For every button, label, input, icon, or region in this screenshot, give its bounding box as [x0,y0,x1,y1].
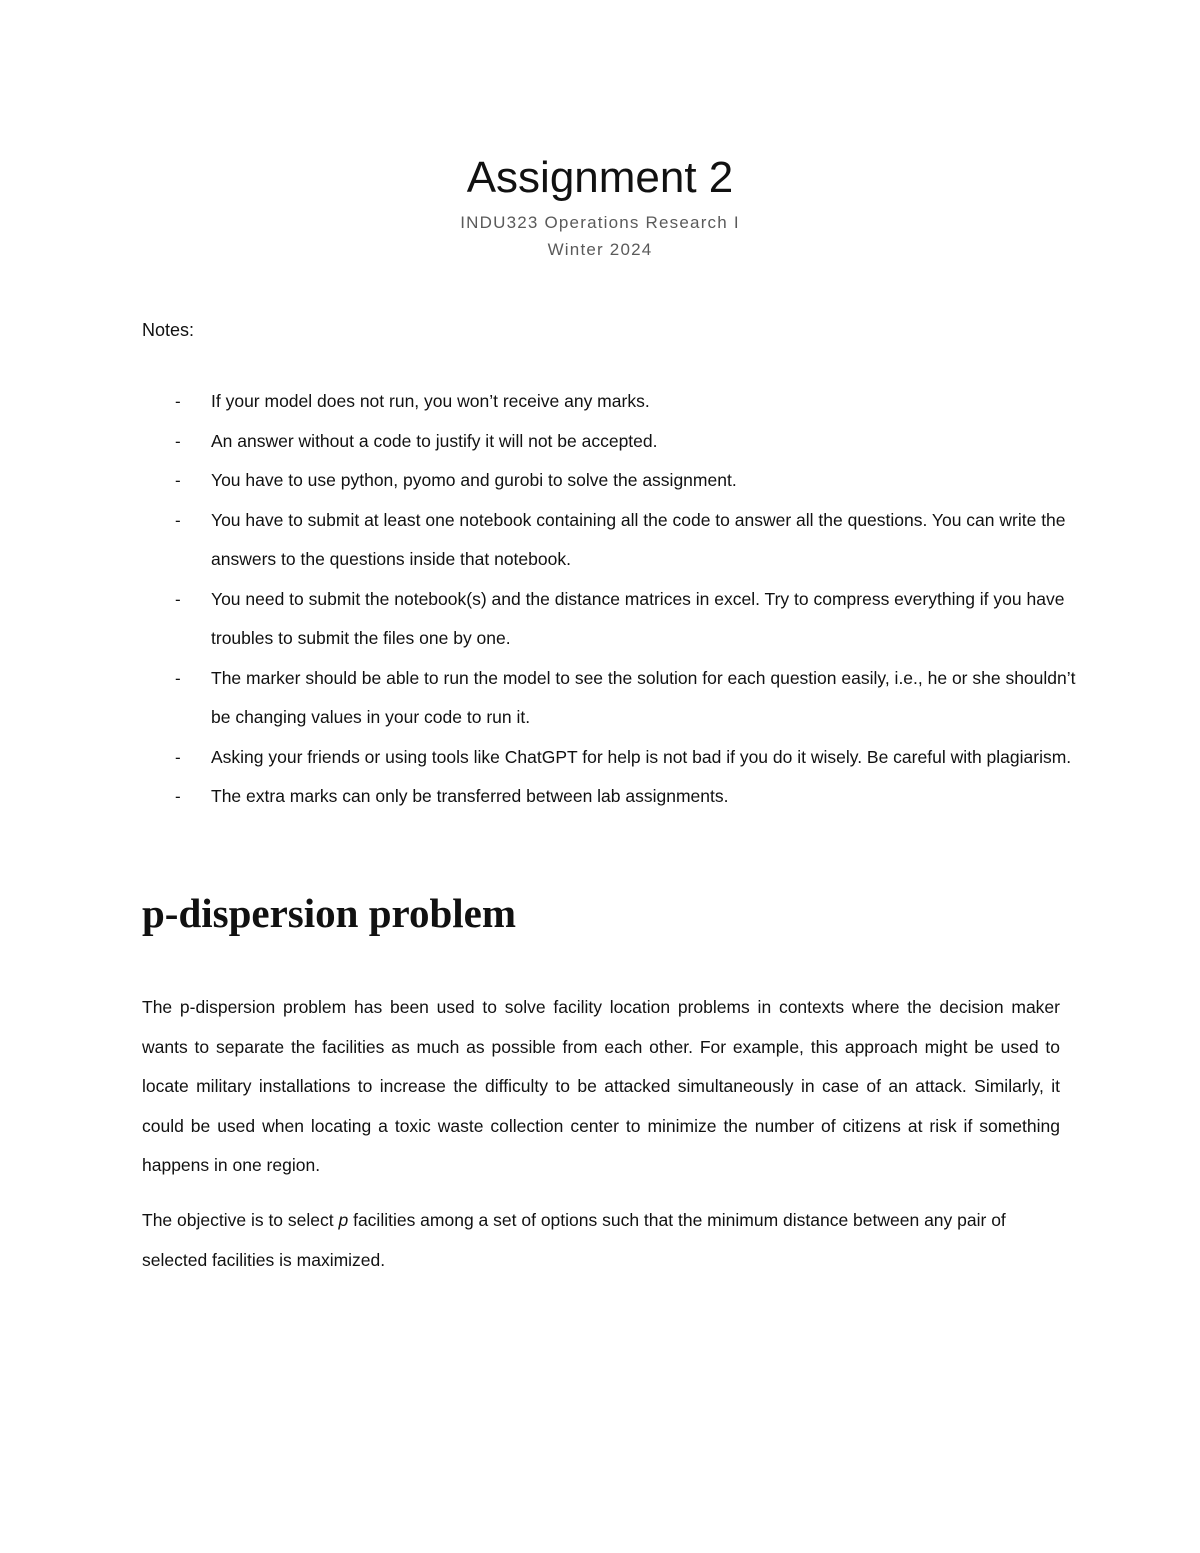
note-item [142,777,1082,817]
objective-text-start: The objective is to select [142,1210,339,1230]
note-item [142,422,1082,462]
note-item [142,501,1082,580]
bullet-dash: - [175,668,181,688]
note-text: The marker should be able to run the model to see the solution for each question easily, i.e., he or she shouldn’t be changing values in your code to run it. [211,667,1076,727]
note-item [142,738,1082,778]
objective-paragraph [142,1201,1060,1280]
course-subtitle: INDU323 Operations Research I [460,213,740,232]
note-text: Asking your friends or using tools like ChatGPT for help is not bad if you do it wisely. Be careful with plagiarism. [211,746,1072,767]
objective-text-end: facilities among a set of options such that the minimum distance between any pair of selected facilities is maximized. [142,1210,1006,1270]
bullet-dash: - [175,510,181,530]
bullet-dash: - [175,747,181,767]
document-title: Assignment 2 [466,153,734,202]
notes-list [142,382,1082,817]
body-paragraph: The p-dispersion problem has been used to solve facility location problems in contexts where the decision maker wants to separate the facilities as much as possible from each other. For example, this approach might be used to locate military installations to increase the difficulty to be attacked simultaneously in case of an attack. Similarly, it could be used when locating a toxic waste collection center to minimize the number of citizens at risk if something happens in one region. [142,997,1060,1176]
note-text: The extra marks can only be transferred between lab assignments. [211,786,729,806]
note-text: You have to submit at least one notebook containing all the code to answer all the questions. You can write the answers to the questions inside that notebook. [211,509,1066,569]
note-item [142,461,1082,501]
note-item [142,382,1082,422]
term-subtitle: Winter 2024 [547,240,653,259]
bullet-dash: - [175,589,181,609]
note-item [142,580,1082,659]
section-heading: p-dispersion problem [142,890,517,936]
bullet-dash: - [175,392,181,411]
note-text: If your model does not run, you won’t receive any marks. [211,391,650,411]
bullet-dash: - [175,431,181,451]
objective-variable-p: p [338,1210,349,1230]
bullet-dash: - [175,471,181,490]
note-text: You need to submit the notebook(s) and the distance matrices in excel. Try to compress everything if you have troubles to submit the files one by one. [211,588,1065,648]
note-item [142,659,1082,738]
bullet-dash: - [175,787,181,806]
note-text: An answer without a code to justify it will not be accepted. [211,430,658,451]
notes-label: Notes: [142,320,195,340]
note-text: You have to use python, pyomo and gurobi to solve the assignment. [211,470,737,490]
